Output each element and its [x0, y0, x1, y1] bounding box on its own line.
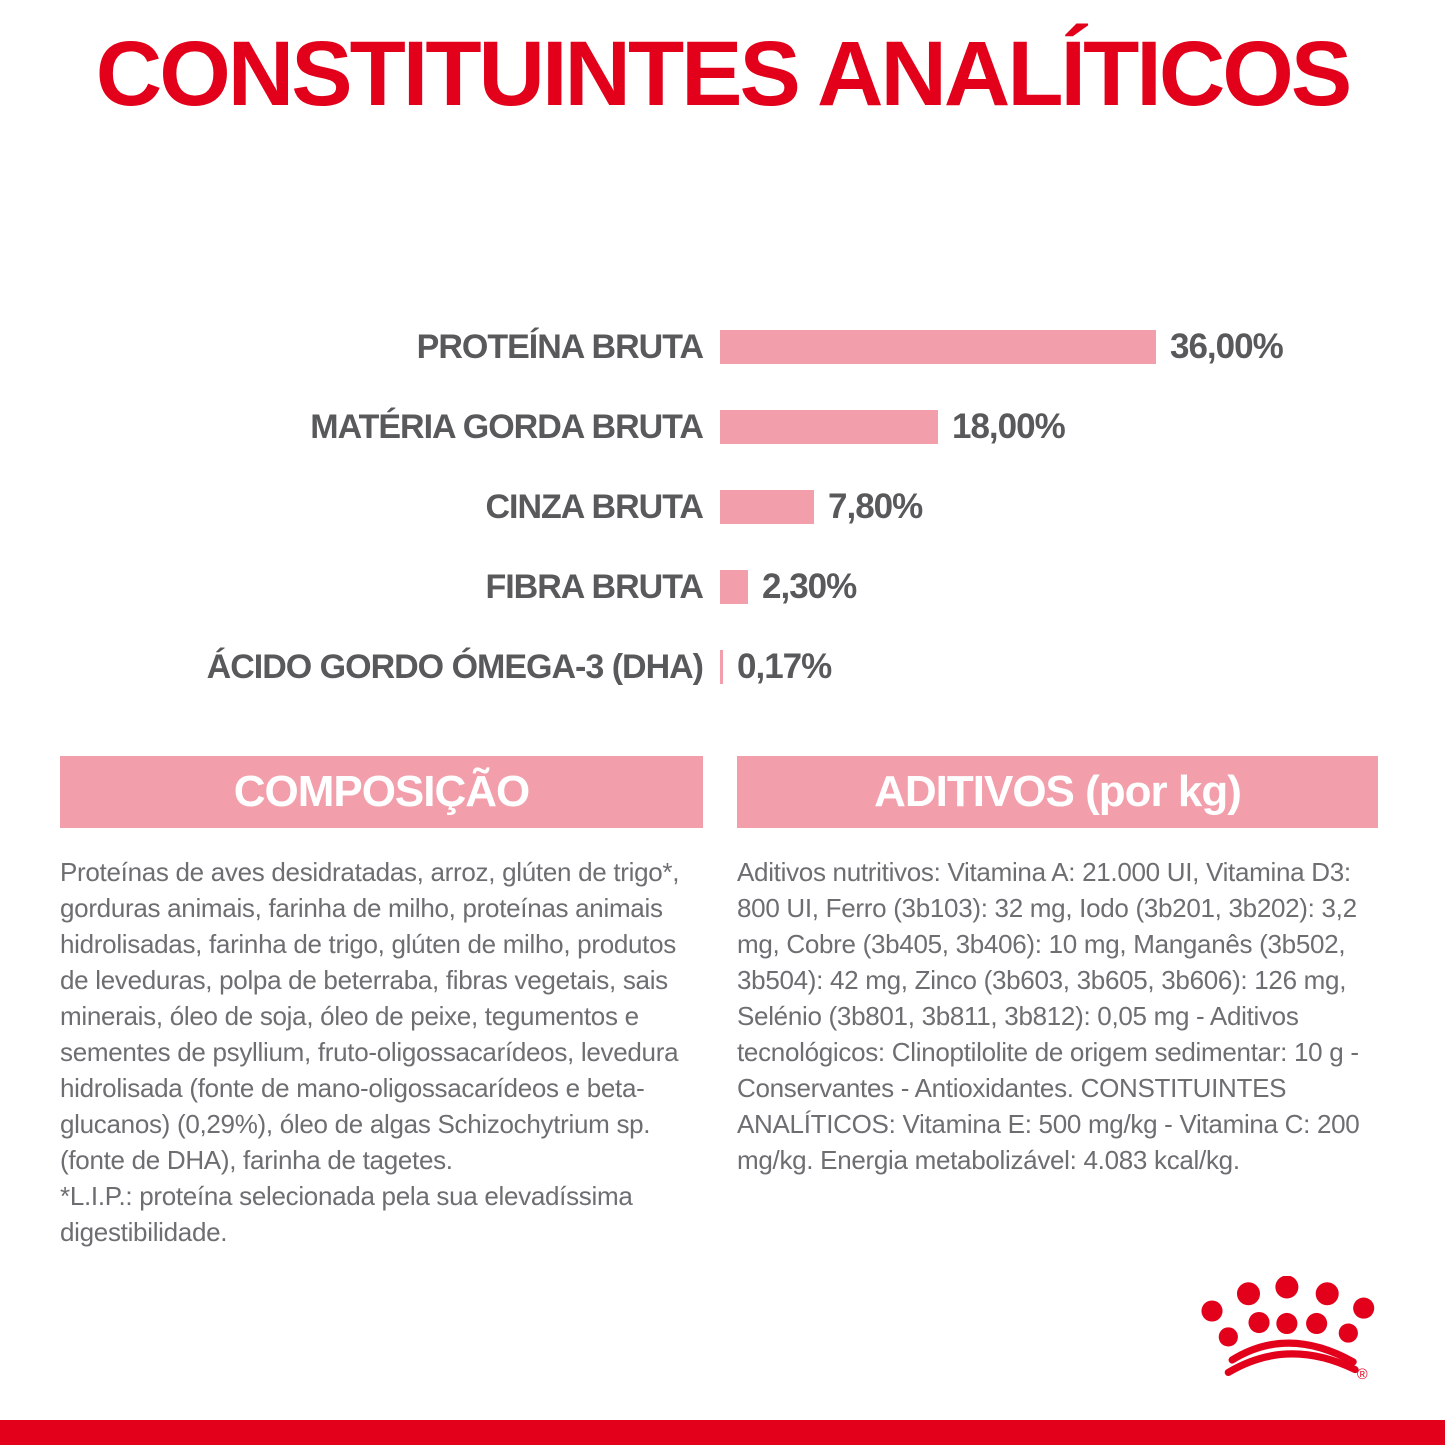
chart-row [0, 647, 1445, 686]
chart-row [0, 487, 1445, 526]
royal-canin-crown-logo [1188, 1276, 1380, 1394]
chart-row [0, 407, 1445, 446]
chart-category-label: ÁCIDO GORDO ÓMEGA-3 (DHA) [206, 647, 703, 686]
chart-bar [720, 490, 814, 524]
additives-header-label: ADITIVOS (por kg) [874, 767, 1241, 816]
composition-section [60, 756, 703, 1250]
chart-value-label: 0,17% [737, 647, 832, 686]
analytical-constituents-chart [0, 327, 1445, 730]
chart-row [0, 567, 1445, 606]
lip-note-text: *L.I.P.: proteína selecionada pela sua elevadíssima digestibilidade. [60, 1181, 633, 1247]
chart-category-label: PROTEÍNA BRUTA [416, 327, 703, 366]
composition-header [60, 756, 703, 828]
additives-section [737, 756, 1378, 1178]
footer-red-band [0, 1420, 1445, 1445]
chart-bar [720, 650, 723, 684]
registered-trademark-icon: ® [1356, 1367, 1368, 1384]
page-title: CONSTITUINTES ANALÍTICOS [95, 23, 1350, 125]
chart-category-label: CINZA BRUTA [485, 487, 703, 526]
chart-bar [720, 330, 1156, 364]
additives-header [737, 756, 1378, 828]
chart-value-label: 18,00% [952, 407, 1065, 446]
chart-row [0, 327, 1445, 366]
composition-body-text: Proteínas de aves desidratadas, arroz, glúten de trigo*, gorduras animais, farinha de milho, proteínas animais hidrolisadas, farinha de trigo, glúten de milho, produtos de leveduras, polpa de beterraba, fibras vegetais, sais minerais, óleo de soja, óleo de peixe, tegumentos e sementes de psyllium, fruto-oligossacarídeos, levedura hidrolisada (fonte de mano-oligossacarídeos e beta-glucanos) (0,29%), óleo de algas Schizochytrium sp. (fonte de DHA), farinha de tagetes. [60, 857, 680, 1175]
chart-value-label: 36,00% [1170, 327, 1283, 366]
composition-header-label: COMPOSIÇÃO [233, 767, 530, 816]
crown-icon [1188, 1276, 1380, 1394]
chart-value-label: 2,30% [762, 567, 857, 606]
additives-body-text: Aditivos nutritivos: Vitamina A: 21.000 UI, Vitamina D3: 800 UI, Ferro (3b103): 32 mg, Iodo (3b201, 3b202): 3,2 mg, Cobre (3b405, 3b406): 10 mg, Manganês (3b502, 3b504): 42 mg, Zinco (3b603, 3b605, 3b606): 126 mg, Selénio (3b801, 3b811, 3b812): 0,05 mg - Aditivos tecnológicos: Clinoptilolite de origem sedimentar: 10 g - Conservantes - Antioxidantes. CONSTITUINTES ANALÍTICOS: Vitamina E: 500 mg/kg - Vitamina C: 200 mg/kg. Energia metabolizável: 4.083 kcal/kg. [737, 857, 1360, 1175]
chart-category-label: FIBRA BRUTA [485, 567, 703, 606]
chart-value-label: 7,80% [828, 487, 923, 526]
chart-bar [720, 570, 748, 604]
chart-bar [720, 410, 938, 444]
chart-category-label: MATÉRIA GORDA BRUTA [310, 407, 703, 446]
